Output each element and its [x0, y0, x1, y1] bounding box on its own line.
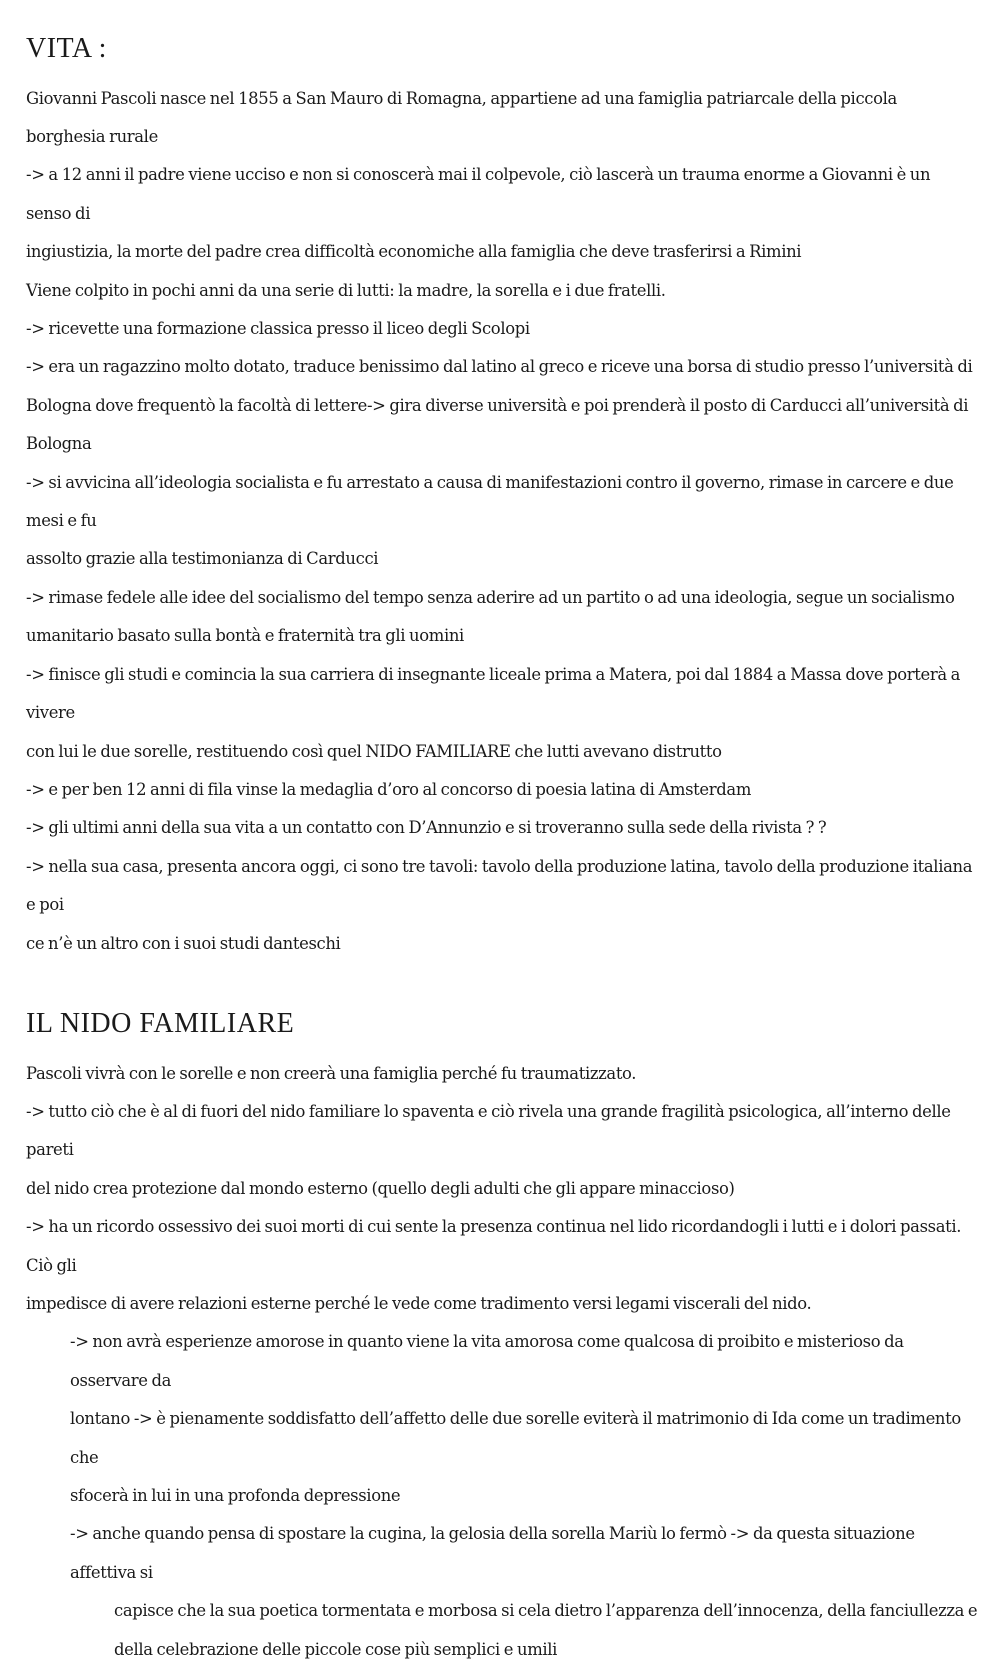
- text-line: Viene colpito in pochi anni da una serie di lutti: la madre, la sorella e i due fratelli.: [26, 280, 666, 300]
- section-heading-vita: VITA :: [26, 33, 107, 64]
- text-line: -> ha un ricordo ossessivo dei suoi morti di cui sente la presenza continua nel lido ricordandogli i lutti e i dolori passati. Ciò gli: [26, 1217, 962, 1275]
- text-line: assolto grazie alla testimonianza di Carducci: [26, 549, 379, 569]
- indented-block: [26, 1323, 978, 1669]
- text-line: -> gli ultimi anni della sua vita a un contatto con D’Annunzio e si troveranno sulla sede della rivista ? ?: [26, 818, 827, 838]
- text-line: ce n’è un altro con i suoi studi danteschi: [26, 933, 341, 953]
- text-line: Pascoli vivrà con le sorelle e non creerà una famiglia perché fu traumatizzato.: [26, 1063, 637, 1083]
- vita-text: [26, 80, 978, 963]
- text-line: -> nella sua casa, presenta ancora oggi, ci sono tre tavoli: tavolo della produzione latina, tavolo della produzione italiana e poi: [26, 856, 973, 915]
- section-vita: [26, 32, 978, 963]
- text-line: Bologna: [26, 434, 92, 454]
- text-line: capisce che la sua poetica tormentata e morbosa si cela dietro l’apparenza dell’innocenza, della fanciullezza e: [114, 1601, 978, 1621]
- text-line: -> ricevette una formazione classica presso il liceo degli Scolopi: [26, 319, 530, 339]
- text-line: della celebrazione delle piccole cose più semplici e umili: [114, 1639, 558, 1659]
- text-line: -> non avrà esperienze amorose in quanto viene la vita amorosa come qualcosa di proibito e misterioso da osservare da: [70, 1332, 904, 1390]
- section-heading-nido: IL NIDO FAMILIARE: [26, 1007, 295, 1039]
- text-line: lontano -> è pienamente soddisfatto dell’affetto delle due sorelle eviterà il matrimonio di Ida come un tradimento che: [70, 1409, 961, 1467]
- text-line: sfocerà in lui in una profonda depressione: [70, 1486, 401, 1505]
- nido-text: [26, 1055, 978, 1669]
- text-line: -> finisce gli studi e comincia la sua carriera di insegnante liceale prima a Matera, poi dal 1884 a Massa dove porterà a vivere: [26, 664, 961, 723]
- text-line: -> e per ben 12 anni di fila vinse la medaglia d’oro al concorso di poesia latina di Amsterdam: [26, 779, 752, 799]
- text-line: -> tutto ciò che è al di fuori del nido familiare lo spaventa e ciò rivela una grande fragilità psicologica, all’interno delle pareti: [26, 1101, 951, 1160]
- text-line: Giovanni Pascoli nasce nel 1855 a San Mauro di Romagna, appartiene ad una famiglia patriarcale della piccola borghesia rurale: [26, 88, 897, 146]
- text-line: -> era un ragazzino molto dotato, traduce benissimo dal latino al greco e riceve una borsa di studio presso l’università di: [26, 357, 973, 377]
- text-line: umanitario basato sulla bontà e fraternità tra gli uomini: [26, 626, 464, 646]
- text-line: del nido crea protezione dal mondo esterno (quello degli adulti che gli appare minaccioso): [26, 1178, 735, 1198]
- text-line: -> si avvicina all’ideologia socialista e fu arrestato a causa di manifestazioni contro il governo, rimase in carcere e due mesi e fu: [26, 472, 954, 531]
- text-line: -> a 12 anni il padre viene ucciso e non si conoscerà mai il colpevole, ciò lascerà un trauma enorme a Giovanni è un senso di: [26, 165, 931, 223]
- text-line: impedisce di avere relazioni esterne perché le vede come tradimento versi legami viscerali del nido.: [26, 1293, 812, 1313]
- text-line: -> rimase fedele alle idee del socialismo del tempo senza aderire ad un partito o ad una ideologia, segue un socialismo: [26, 587, 955, 607]
- section-nido-familiare: [26, 1007, 978, 1669]
- text-line: ingiustizia, la morte del padre crea difficoltà economiche alla famiglia che deve trasferirsi a Rimini: [26, 242, 802, 262]
- text-line: Bologna dove frequentò la facoltà di lettere-> gira diverse università e poi prenderà il posto di Carducci all’università di: [26, 395, 969, 415]
- text-line: con lui le due sorelle, restituendo così quel NIDO FAMILIARE che lutti avevano distrutto: [26, 741, 722, 761]
- text-line: -> anche quando pensa di spostare la cugina, la gelosia della sorella Mariù lo fermò -> da questa situazione affettiva si: [70, 1524, 915, 1582]
